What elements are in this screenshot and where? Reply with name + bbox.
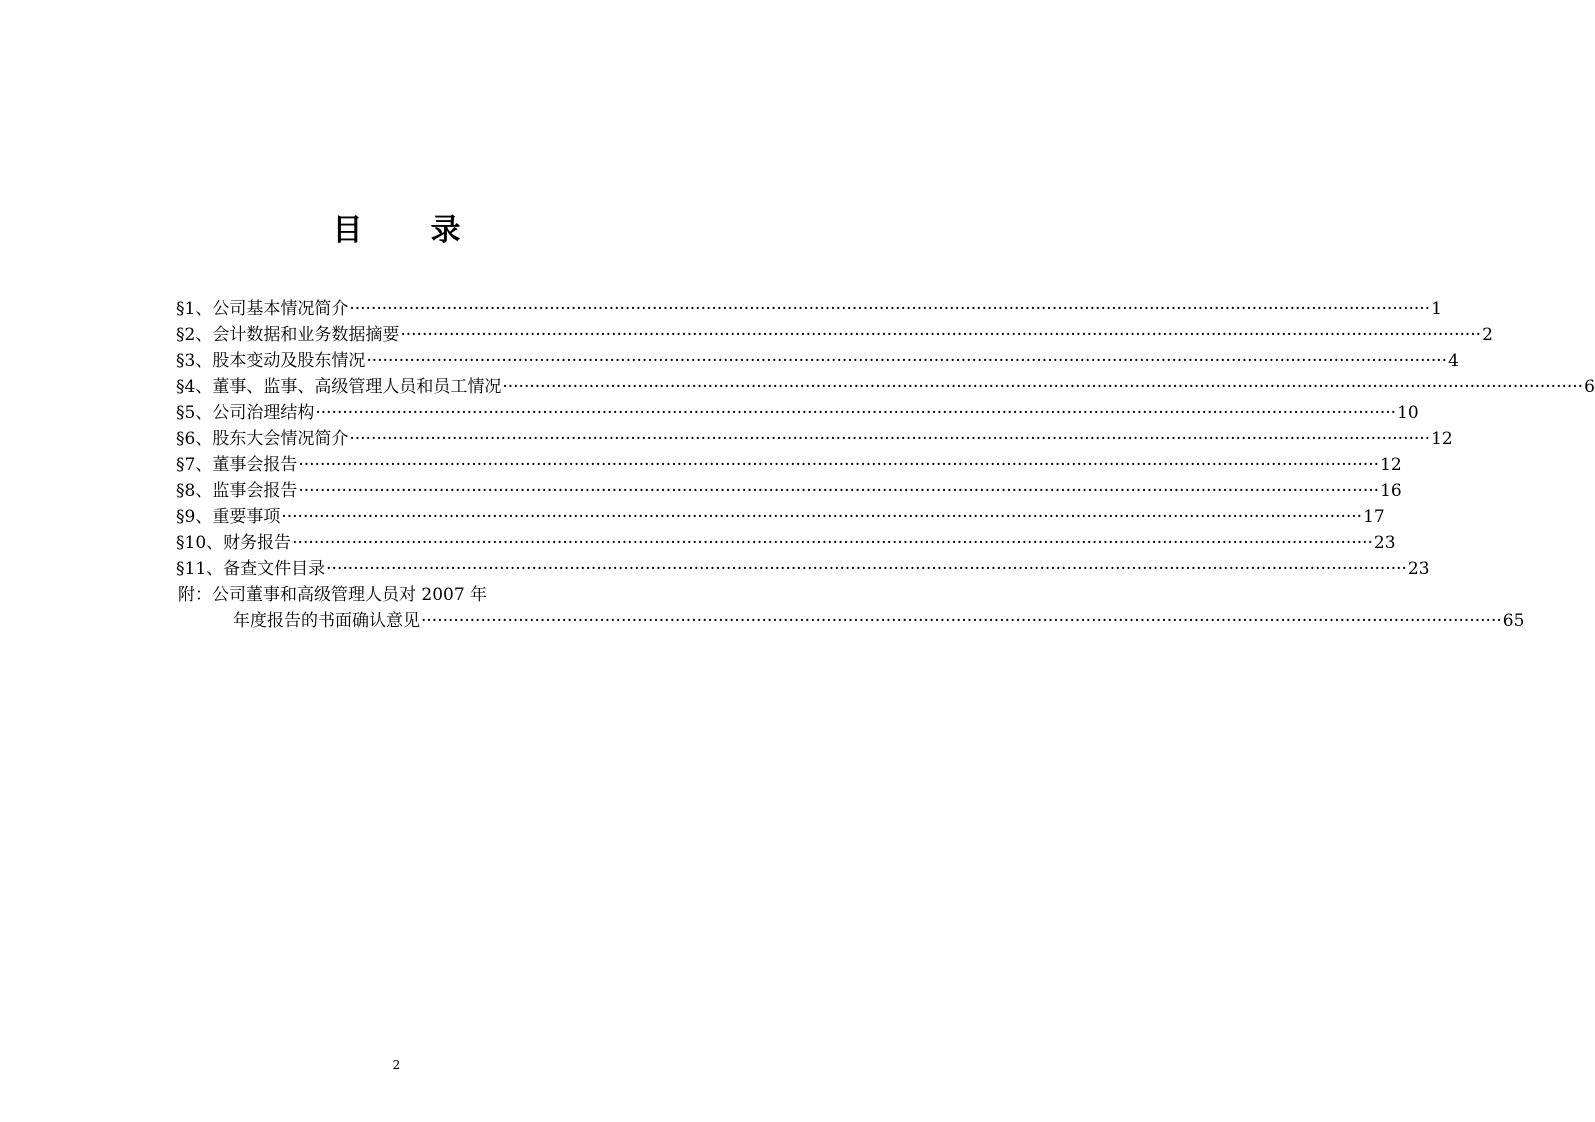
page-number: 2 [392, 1058, 401, 1072]
appendix-line2 [178, 608, 1525, 634]
toc-leader-dots: ········································································································································································································ [298, 481, 1380, 501]
table-of-contents [176, 296, 1595, 582]
toc-entry-label: §10、财务报告 [176, 533, 292, 553]
toc-entry[interactable] [176, 374, 1595, 400]
toc-leader-dots: ········································································································································································································ [366, 351, 1448, 371]
toc-entry-label: §9、重要事项 [176, 507, 281, 527]
toc-entry[interactable] [176, 556, 1430, 582]
page-title [0, 205, 793, 249]
toc-entry[interactable] [176, 400, 1419, 426]
toc-leader-dots: ········································································································································································································ [400, 325, 1482, 345]
toc-leader-dots: ········································································································································································································ [281, 507, 1363, 527]
toc-entry[interactable] [176, 530, 1396, 556]
toc-entry-page: 4 [1448, 351, 1459, 371]
toc-leader-dots: ········································································································································································································ [298, 455, 1380, 475]
toc-entry-page: 23 [1407, 559, 1430, 579]
toc-entry-label: §4、董事、监事、高级管理人员和员工情况 [176, 377, 502, 397]
toc-entry[interactable] [176, 478, 1402, 504]
toc-entry-page: 17 [1363, 507, 1385, 527]
toc-entry-label: §8、监事会报告 [176, 481, 298, 501]
toc-appendix-entry[interactable] [178, 582, 1525, 634]
toc-leader-dots: ········································································································································································································ [326, 559, 1407, 579]
toc-entry-page: 12 [1431, 429, 1453, 449]
toc-entry-label: §11、备查文件目录 [176, 559, 326, 579]
appendix-page: 65 [1502, 611, 1525, 631]
toc-entry-label: §2、会计数据和业务数据摘要 [176, 325, 400, 345]
appendix-label-line1: 附：公司董事和高级管理人员对 2007 年 [178, 585, 488, 605]
toc-entry[interactable] [176, 348, 1459, 374]
toc-entry-label: §6、股东大会情况简介 [176, 429, 349, 449]
toc-entry-page: 10 [1397, 403, 1419, 423]
appendix-label-line2: 年度报告的书面确认意见 [233, 611, 420, 631]
title-char-2: 录 [430, 213, 461, 248]
toc-entry-label: §1、公司基本情况简介 [176, 299, 349, 319]
toc-entry-page: 12 [1380, 455, 1402, 475]
toc-entry[interactable] [176, 452, 1402, 478]
toc-entry-page: 2 [1482, 325, 1493, 345]
toc-leader-dots: ········································································································································································································ [502, 377, 1584, 397]
toc-entry-label: §3、股本变动及股东情况 [176, 351, 366, 371]
toc-entry-label: §5、公司治理结构 [176, 403, 315, 423]
toc-entry-page: 16 [1380, 481, 1402, 501]
toc-entry-label: §7、董事会报告 [176, 455, 298, 475]
toc-leader-dots: ········································································································································································································ [421, 611, 1502, 631]
title-char-1: 目 [332, 213, 363, 248]
toc-leader-dots: ········································································································································································································ [349, 429, 1431, 449]
toc-entry[interactable] [176, 322, 1493, 348]
toc-entry[interactable] [176, 296, 1442, 322]
toc-entry-page: 1 [1431, 299, 1442, 319]
toc-leader-dots: ········································································································································································································ [292, 533, 1373, 553]
toc-entry[interactable] [176, 426, 1453, 452]
toc-entry-page: 6 [1584, 377, 1595, 397]
toc-leader-dots: ········································································································································································································ [315, 403, 1397, 423]
toc-entry-page: 23 [1373, 533, 1396, 553]
toc-leader-dots: ········································································································································································································ [349, 299, 1431, 319]
toc-entry[interactable] [176, 504, 1385, 530]
